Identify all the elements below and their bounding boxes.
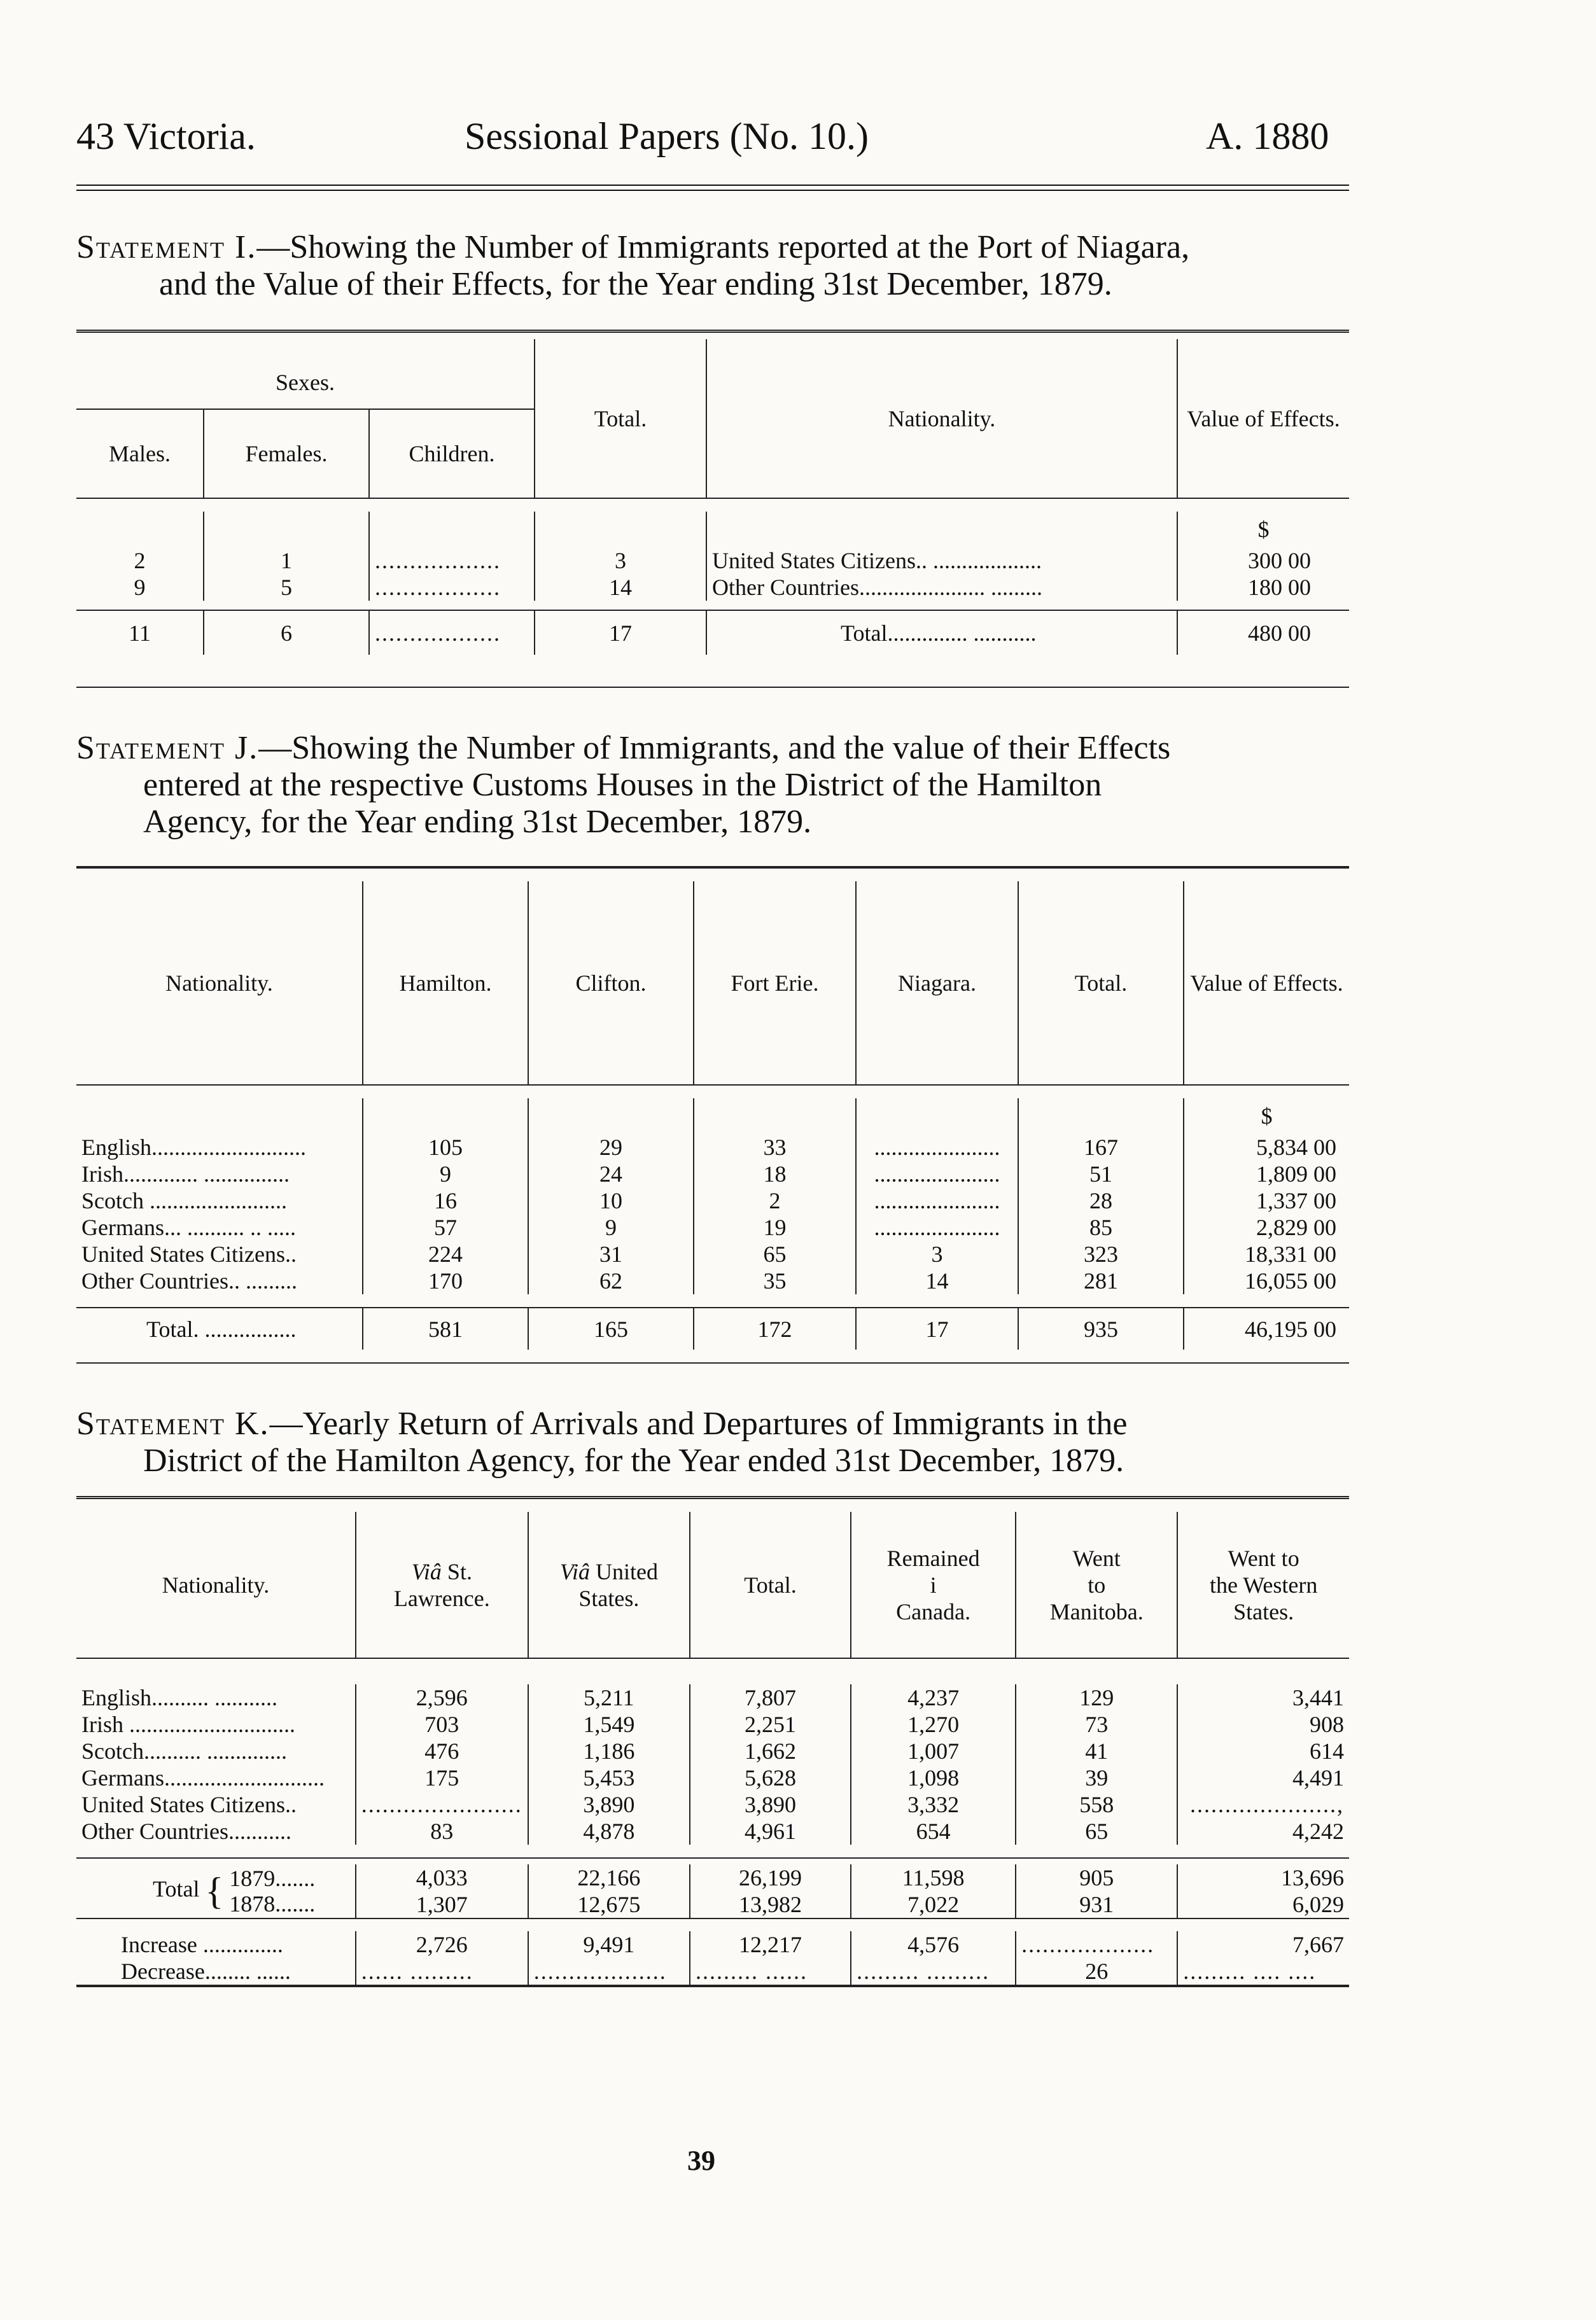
- value-total: 46,195 00: [1184, 1308, 1349, 1350]
- year-1879: 1879.......: [229, 1866, 316, 1891]
- increase-label: Increase ..............: [121, 1932, 283, 1957]
- total-label-cell: [76, 1864, 356, 1918]
- table-row: [76, 1791, 1349, 1818]
- western-cell: 614: [1177, 1738, 1349, 1764]
- fort-erie-cell: 19: [694, 1214, 856, 1241]
- via-us-via: Viâ: [559, 1558, 591, 1584]
- statement-k-title-line2: District of the Hamilton Agency, for the Year ended 31st December, 1879.: [143, 1443, 1124, 1479]
- remained-line1: Remained: [886, 1545, 980, 1571]
- total-label: Total.............. ...........: [706, 610, 1177, 655]
- males-cell: 2: [134, 548, 146, 573]
- us-total-1879: 22,166: [528, 1864, 690, 1891]
- children-cell: ..................: [369, 547, 535, 574]
- nationality-header: Nationality.: [706, 339, 1177, 498]
- nationality-cell: Irish............. ...............: [81, 1161, 290, 1187]
- niagara-cell: ......................: [856, 1214, 1018, 1241]
- remained-line3: Canada.: [896, 1598, 971, 1625]
- clifton-cell: 24: [528, 1161, 694, 1187]
- statement-j-label: Statement J.: [76, 730, 259, 766]
- st-lawrence-total-1878: 1,307: [356, 1891, 528, 1918]
- western-line2: the Western: [1209, 1572, 1318, 1598]
- nationality-cell: Germans... .......... .. .....: [81, 1215, 296, 1240]
- total-header: Total.: [535, 339, 706, 498]
- clifton-cell: 10: [528, 1187, 694, 1214]
- table-row: [76, 1268, 1349, 1294]
- statement-k-title-text: —Yearly Return of Arrivals and Departures of Immigrants in the: [269, 1406, 1128, 1442]
- statement-j-title-line3: Agency, for the Year ending 31st December, 1879.: [143, 804, 812, 840]
- niagara-cell: ......................: [856, 1134, 1018, 1161]
- remained-cell: 654: [851, 1818, 1016, 1845]
- manitoba-increase: ...................: [1016, 1931, 1177, 1958]
- nationality-header: Nationality.: [162, 1572, 270, 1598]
- total-cell: 51: [1018, 1161, 1184, 1187]
- value-cell: 16,055 00: [1184, 1268, 1349, 1294]
- hamilton-cell: 170: [363, 1268, 528, 1294]
- value-cell: 300 00: [1177, 547, 1349, 574]
- statement-j-title-text: —Showing the Number of Immigrants, and the value of their Effects: [258, 730, 1171, 766]
- total-row: [76, 610, 1349, 655]
- clifton-cell: 62: [528, 1268, 694, 1294]
- value-cell: 1,809 00: [1184, 1161, 1349, 1187]
- females-cell: 5: [204, 574, 369, 601]
- nationality-cell: United States Citizens..: [81, 1792, 297, 1817]
- hamilton-cell: 9: [363, 1161, 528, 1187]
- decrease-label: Decrease........ ......: [121, 1959, 291, 1984]
- table-row: [76, 1711, 1349, 1738]
- females-total: 6: [204, 610, 369, 655]
- manitoba-total-1878: 931: [1016, 1891, 1177, 1918]
- total-header: Total.: [690, 1512, 851, 1658]
- total-cell: 1,662: [690, 1738, 851, 1764]
- grand-total: 17: [535, 610, 706, 655]
- western-cell: 4,491: [1177, 1764, 1349, 1791]
- table-row: [76, 1134, 1349, 1161]
- table-row: [76, 1241, 1349, 1268]
- remained-cell: 4,237: [851, 1684, 1016, 1711]
- males-header: Males.: [76, 409, 204, 498]
- statement-j-title: [76, 730, 1349, 841]
- statement-i-title-text: —Showing the Number of Immigrants reported at the Port of Niagara,: [256, 229, 1190, 265]
- header-year: A. 1880: [1206, 115, 1329, 157]
- nationality-cell: English...........................: [81, 1135, 307, 1160]
- females-cell: 1: [204, 547, 369, 574]
- table-row: [76, 574, 1349, 601]
- hamilton-header: Hamilton.: [363, 881, 528, 1085]
- nationality-cell: Other Countries...........: [81, 1819, 291, 1844]
- niagara-total: 17: [856, 1308, 1018, 1350]
- females-header: Females.: [204, 409, 369, 498]
- total-cell: 14: [535, 574, 706, 601]
- children-cell: ..................: [369, 574, 535, 601]
- table-row: [76, 1187, 1349, 1214]
- brace: {: [205, 1870, 224, 1912]
- remained-increase: 4,576: [851, 1931, 1016, 1958]
- remained-line2: i: [930, 1572, 937, 1598]
- total-cell: 3,890: [690, 1791, 851, 1818]
- nationality-cell: Scotch ........................: [81, 1188, 287, 1213]
- hamilton-total: 581: [363, 1308, 528, 1350]
- fort-erie-cell: 2: [694, 1187, 856, 1214]
- manitoba-total-1879: 905: [1016, 1864, 1177, 1891]
- value-of-effects-header: Value of Effects.: [1184, 881, 1349, 1085]
- nationality-cell: United States Citizens..: [81, 1241, 297, 1267]
- nationality-cell: English.......... ...........: [81, 1685, 278, 1710]
- us-decrease: ...................: [528, 1958, 690, 1986]
- via-us-header: [528, 1512, 690, 1658]
- remained-total-1879: 11,598: [851, 1864, 1016, 1891]
- header-rule: [76, 185, 1349, 191]
- st-lawrence-cell: 2,596: [356, 1684, 528, 1711]
- statement-i-title-line2: and the Value of their Effects, for the Year ending 31st December, 1879.: [159, 266, 1112, 302]
- niagara-cell: ......................: [856, 1187, 1018, 1214]
- increase-row: [76, 1931, 1349, 1958]
- header-series: Sessional Papers (No. 10.): [465, 115, 869, 157]
- manitoba-line1: Went: [1072, 1545, 1121, 1571]
- via-st-lawrence-header: [356, 1512, 528, 1658]
- table-row: [76, 1161, 1349, 1187]
- clifton-cell: 31: [528, 1241, 694, 1268]
- clifton-cell: 9: [528, 1214, 694, 1241]
- total-increase: 12,217: [690, 1931, 851, 1958]
- western-decrease: ......... .... ....: [1177, 1958, 1349, 1986]
- total-cell: 323: [1018, 1241, 1184, 1268]
- total-cell: 28: [1018, 1187, 1184, 1214]
- sexes-header: Sexes.: [276, 370, 335, 395]
- males-cell: 9: [134, 575, 146, 600]
- statement-j-table: [76, 866, 1349, 1367]
- total-header: Total.: [1018, 881, 1184, 1085]
- nationality-cell: United States Citizens.. ...................: [706, 547, 1177, 574]
- western-total-1879: 13,696: [1177, 1864, 1349, 1891]
- statement-k-label: Statement K.: [76, 1406, 270, 1442]
- via-st-lawrence-line2: Lawrence.: [393, 1585, 490, 1611]
- fort-erie-cell: 33: [694, 1134, 856, 1161]
- fort-erie-cell: 65: [694, 1241, 856, 1268]
- table-row: [76, 1738, 1349, 1764]
- st-lawrence-cell: 83: [356, 1818, 528, 1845]
- total-row: [76, 1308, 1349, 1350]
- western-line1: Went to: [1228, 1545, 1299, 1571]
- manitoba-cell: 129: [1016, 1684, 1177, 1711]
- us-cell: 4,878: [528, 1818, 690, 1845]
- total-cell: 281: [1018, 1268, 1184, 1294]
- value-cell: 18,331 00: [1184, 1241, 1349, 1268]
- manitoba-cell: 73: [1016, 1711, 1177, 1738]
- via-st-lawrence-via: Viâ: [411, 1558, 442, 1584]
- western-increase: 7,667: [1177, 1931, 1349, 1958]
- value-cell: 5,834 00: [1184, 1134, 1349, 1161]
- statement-j-title-line2: entered at the respective Customs Houses in the District of the Hamilton: [143, 767, 1102, 803]
- nationality-cell: Other Countries.. .........: [81, 1268, 297, 1294]
- western-cell: 4,242: [1177, 1818, 1349, 1845]
- nationality-cell: Germans............................: [81, 1765, 325, 1791]
- st-lawrence-cell: 175: [356, 1764, 528, 1791]
- nationality-cell: Irish .............................: [81, 1712, 295, 1737]
- fort-erie-cell: 18: [694, 1161, 856, 1187]
- western-states-header: [1177, 1512, 1349, 1658]
- total-label: Total. ................: [76, 1308, 363, 1350]
- hamilton-cell: 57: [363, 1214, 528, 1241]
- niagara-header: Niagara.: [856, 881, 1018, 1085]
- table-row: [76, 1214, 1349, 1241]
- clifton-header: Clifton.: [528, 881, 694, 1085]
- remained-cell: 1,270: [851, 1711, 1016, 1738]
- western-line3: States.: [1233, 1598, 1294, 1625]
- manitoba-cell: 41: [1016, 1738, 1177, 1764]
- fort-erie-header: Fort Erie.: [694, 881, 856, 1085]
- st-lawrence-increase: 2,726: [356, 1931, 528, 1958]
- remained-decrease: ......... .........: [851, 1958, 1016, 1986]
- via-us-line1: United: [596, 1558, 659, 1584]
- page-number: 39: [687, 2145, 715, 2176]
- year-1878: 1878.......: [229, 1891, 316, 1917]
- remained-cell: 1,098: [851, 1764, 1016, 1791]
- us-total-1878: 12,675: [528, 1891, 690, 1918]
- males-total: 11: [76, 610, 204, 655]
- clifton-total: 165: [528, 1308, 694, 1350]
- nationality-cell: Scotch.......... ..............: [81, 1738, 287, 1764]
- western-cell: 908: [1177, 1711, 1349, 1738]
- value-cell: 1,337 00: [1184, 1187, 1349, 1214]
- total-label: Total: [153, 1876, 200, 1902]
- us-cell: 5,453: [528, 1764, 690, 1791]
- clifton-cell: 29: [528, 1134, 694, 1161]
- value-cell: 2,829 00: [1184, 1214, 1349, 1241]
- value-of-effects-header: Value of Effects.: [1177, 339, 1349, 498]
- st-lawrence-decrease: ...... .........: [356, 1958, 528, 1986]
- st-lawrence-cell: .......................: [356, 1791, 528, 1818]
- manitoba-cell: 558: [1016, 1791, 1177, 1818]
- st-lawrence-total-1879: 4,033: [356, 1864, 528, 1891]
- manitoba-line3: Manitoba.: [1049, 1598, 1144, 1625]
- decrease-row: [76, 1958, 1349, 1986]
- total-1879: 26,199: [690, 1864, 851, 1891]
- value-total: 480 00: [1177, 610, 1349, 655]
- children-header: Children.: [369, 409, 535, 498]
- table-row: [76, 1684, 1349, 1711]
- manitoba-line2: to: [1088, 1572, 1106, 1598]
- table-row: [76, 1764, 1349, 1791]
- remained-cell: 1,007: [851, 1738, 1016, 1764]
- total-cell: 167: [1018, 1134, 1184, 1161]
- niagara-cell: 3: [856, 1241, 1018, 1268]
- total-row-1879: [76, 1864, 1349, 1891]
- statement-i-table: [76, 330, 1349, 692]
- niagara-cell: ......................: [856, 1161, 1018, 1187]
- fort-erie-cell: 35: [694, 1268, 856, 1294]
- us-cell: 1,186: [528, 1738, 690, 1764]
- fort-erie-total: 172: [694, 1308, 856, 1350]
- us-cell: 5,211: [528, 1684, 690, 1711]
- hamilton-cell: 16: [363, 1187, 528, 1214]
- western-total-1878: 6,029: [1177, 1891, 1349, 1918]
- total-cell: 4,961: [690, 1818, 851, 1845]
- value-cell: 180 00: [1177, 574, 1349, 601]
- grand-total: 935: [1018, 1308, 1184, 1350]
- table-row: [76, 547, 1349, 574]
- statement-k-table: [76, 1496, 1349, 1991]
- document-page: [76, 115, 1349, 1991]
- western-cell: .....................,: [1177, 1791, 1349, 1818]
- total-cell: 85: [1018, 1214, 1184, 1241]
- manitoba-cell: 39: [1016, 1764, 1177, 1791]
- us-increase: 9,491: [528, 1931, 690, 1958]
- total-cell: 5,628: [690, 1764, 851, 1791]
- st-lawrence-cell: 476: [356, 1738, 528, 1764]
- us-cell: 3,890: [528, 1791, 690, 1818]
- header-volume: 43 Victoria.: [76, 115, 256, 157]
- total-cell: 3: [535, 547, 706, 574]
- table-row: [76, 1818, 1349, 1845]
- currency-symbol: $: [1184, 1098, 1349, 1134]
- western-cell: 3,441: [1177, 1684, 1349, 1711]
- remained-header: [851, 1512, 1016, 1658]
- statement-i-label: Statement I.: [76, 229, 257, 265]
- total-1878: 13,982: [690, 1891, 851, 1918]
- niagara-cell: 14: [856, 1268, 1018, 1294]
- via-st-lawrence-line1: St.: [447, 1558, 472, 1584]
- currency-symbol: $: [1177, 512, 1349, 547]
- total-cell: 2,251: [690, 1711, 851, 1738]
- total-decrease: ......... ......: [690, 1958, 851, 1986]
- page-header: [76, 115, 1349, 172]
- manitoba-decrease: 26: [1016, 1958, 1177, 1986]
- hamilton-cell: 105: [363, 1134, 528, 1161]
- hamilton-cell: 224: [363, 1241, 528, 1268]
- total-cell: 7,807: [690, 1684, 851, 1711]
- manitoba-cell: 65: [1016, 1818, 1177, 1845]
- us-cell: 1,549: [528, 1711, 690, 1738]
- st-lawrence-cell: 703: [356, 1711, 528, 1738]
- nationality-header: Nationality.: [165, 970, 273, 996]
- remained-cell: 3,332: [851, 1791, 1016, 1818]
- remained-total-1878: 7,022: [851, 1891, 1016, 1918]
- statement-i-title: [76, 229, 1349, 303]
- children-total: ..................: [369, 610, 535, 655]
- statement-k-title: [76, 1406, 1349, 1479]
- manitoba-header: [1016, 1512, 1177, 1658]
- via-us-line2: States.: [578, 1585, 640, 1611]
- nationality-cell: Other Countries...................... .........: [706, 574, 1177, 601]
